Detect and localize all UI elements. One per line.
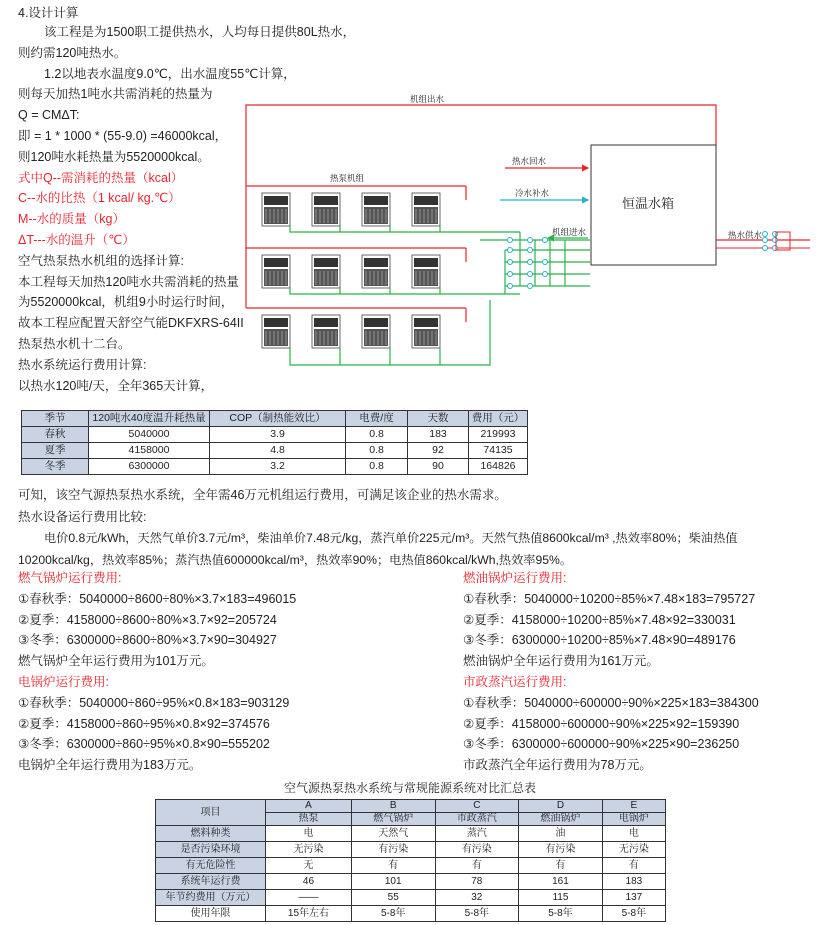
table-row <box>22 459 528 475</box>
system-name-cell: 电锅炉 <box>602 813 665 826</box>
table-row <box>22 427 528 443</box>
table-cell: 5-8年 <box>435 906 519 922</box>
intro-line: 则120吨水耗热量为5520000kcal。 <box>18 149 210 164</box>
calc-line: ②夏季：4158000÷8600÷80%×3.7×92=205724 <box>18 612 277 627</box>
table-cell: 164826 <box>469 459 528 475</box>
header-cell: 天数 <box>408 411 469 427</box>
label-unit-inlet: 机组进水 <box>552 227 587 237</box>
table-cell: 46 <box>266 874 352 890</box>
intro-line: 则每天加热1吨水共需消耗的热量为 <box>18 87 213 102</box>
row-label: 使用年限 <box>156 906 266 922</box>
calc-line: ①春秋季：5040000÷600000÷90%×225×183=384300 <box>463 695 759 710</box>
label-hot-return: 热水回水 <box>512 156 547 166</box>
letter-cell: C <box>435 800 519 813</box>
header-cell: 120吨水40度温升耗热量 <box>89 411 210 427</box>
header-cell: 电费/度 <box>346 411 408 427</box>
season-cell: 春秋 <box>22 427 89 443</box>
calc-line: ①春秋季：5040000÷860÷95%×0.8×183=903129 <box>18 695 290 710</box>
table-cell: 有污染 <box>519 842 603 858</box>
gas-boiler-block <box>18 568 296 672</box>
comparison-table <box>155 799 666 922</box>
label-heat-pump-group: 热泵机组 <box>330 173 365 183</box>
table-cell: 74135 <box>469 443 528 459</box>
selection-line: 为5520000kcal，机组9小时运行时间， <box>18 295 234 310</box>
total-line: 电锅炉全年运行费用为183万元。 <box>18 758 202 773</box>
legend-line: C--水的比热（1 kcal/ kg.℃） <box>18 191 181 206</box>
oil-boiler-block <box>463 568 755 672</box>
operating-cost-table <box>21 410 528 475</box>
conclusion-text: 可知，该空气源热泵热水系统，全年需46万元机组运行费用，可满足该企业的热水需求。 <box>18 488 507 502</box>
steam-title: 市政蒸汽运行费用: <box>463 675 567 689</box>
table-row <box>156 858 666 874</box>
price-line: 电价0.8元/kWh，天然气单价3.7元/m³，柴油单价7.48元/kg，蒸汽单价225元/m³。天然气热值8600kcal/m³ ,热效率80%；柴油热值 <box>44 531 738 545</box>
calc-line: ②夏季：4158000÷860÷95%×0.8×92=374576 <box>18 716 270 731</box>
oil-boiler-title: 燃油锅炉运行费用: <box>463 571 567 585</box>
calc-line: ②夏季：4158000÷10200÷85%×7.48×92=330031 <box>463 612 736 627</box>
table-cell: 183 <box>602 874 665 890</box>
selection-line: 故本工程应配置天舒空气能DKFXRS-64II <box>18 316 244 331</box>
system-diagram <box>230 90 815 400</box>
header-cell: 季节 <box>22 411 89 427</box>
compare-title: 热水设备运行费用比较: <box>18 510 147 524</box>
table-header-row <box>156 800 666 813</box>
header-cell: COP（制热能效比） <box>210 411 346 427</box>
row-label: 有无危险性 <box>156 858 266 874</box>
selection-line: 热泵热水机十二台。 <box>18 336 131 351</box>
system-name-cell: 市政蒸汽 <box>435 813 519 826</box>
table-cell: 92 <box>408 443 469 459</box>
table-cell: 115 <box>519 890 603 906</box>
legend-line: 式中Q--需消耗的热量（kcal） <box>18 170 184 185</box>
table-cell: 137 <box>602 890 665 906</box>
label-cold-makeup: 冷水补水 <box>515 188 550 198</box>
calc-line: ③冬季：6300000÷10200÷85%×7.48×90=489176 <box>463 633 736 648</box>
table-cell: 55 <box>351 890 435 906</box>
table-cell: 78 <box>435 874 519 890</box>
row-label: 年节约费用（万元） <box>156 890 266 906</box>
table-cell: 天然气 <box>351 826 435 842</box>
intro-line: Q = CMΔT: <box>18 108 80 123</box>
gas-boiler-title: 燃气锅炉运行费用: <box>18 571 122 585</box>
section-title: 4.设计计算 <box>18 6 79 20</box>
table-cell: 无污染 <box>602 842 665 858</box>
table-row <box>156 842 666 858</box>
table-row <box>156 874 666 890</box>
label-unit-outlet: 机组出水 <box>410 94 445 104</box>
intro-line: 即 = 1 * 1000 * (55-9.0) =46000kcal， <box>18 128 228 143</box>
legend-line: M--水的质量（kg） <box>18 212 125 227</box>
calc-line: ③冬季：6300000÷600000÷90%×225×90=236250 <box>463 737 740 752</box>
intro-line: 1.2以地表水温度9.0℃，出水温度55℃计算， <box>44 66 296 81</box>
table-cell: 无污染 <box>266 842 352 858</box>
calc-line: ③冬季：6300000÷860÷95%×0.8×90=555202 <box>18 737 270 752</box>
table-cell: 0.8 <box>346 427 408 443</box>
table-cell: 219993 <box>469 427 528 443</box>
table-cell: 有 <box>602 858 665 874</box>
price-line: 10200kcal/kg，热效率85%；蒸汽热值600000kcal/m³，热效率90%；电热值860kcal/kWh,热效率95%。 <box>18 553 573 567</box>
calc-line: ①春秋季：5040000÷8600÷80%×3.7×183=496015 <box>18 591 297 606</box>
legend-line: ΔT---水的温升（℃） <box>18 232 135 247</box>
system-name-cell: 燃油锅炉 <box>519 813 603 826</box>
letter-cell: B <box>351 800 435 813</box>
table-cell: 5-8年 <box>519 906 603 922</box>
item-header: 项目 <box>156 800 266 826</box>
table-cell: 有污染 <box>435 842 519 858</box>
table-cell: 有 <box>351 858 435 874</box>
table-cell: 无 <box>266 858 352 874</box>
season-cell: 冬季 <box>22 459 89 475</box>
table-row <box>22 443 528 459</box>
row-label: 燃料种类 <box>156 826 266 842</box>
total-line: 燃油锅炉全年运行费用为161万元。 <box>463 654 659 669</box>
table-cell: 3.9 <box>210 427 346 443</box>
table-cell: 0.8 <box>346 459 408 475</box>
table-cell: 5-8年 <box>351 906 435 922</box>
header-cell: 费用（元） <box>469 411 528 427</box>
letter-cell: E <box>602 800 665 813</box>
intro-line: 该工程是为1500职工提供热水，人均每日提供80L热水， <box>44 25 356 39</box>
table-cell: 5040000 <box>89 427 210 443</box>
label-hot-supply: 热水供水 <box>728 230 763 240</box>
table-cell: 4.8 <box>210 443 346 459</box>
label-tank: 恒温水箱 <box>622 196 675 211</box>
calc-line: ①春秋季：5040000÷10200÷85%×7.48×183=795727 <box>463 591 756 606</box>
table-cell: 有 <box>519 858 603 874</box>
table-cell: 32 <box>435 890 519 906</box>
comparison-table-title: 空气源热泵热水系统与常规能源系统对比汇总表 <box>284 781 537 795</box>
letter-cell: D <box>519 800 603 813</box>
table-cell: —— <box>266 890 352 906</box>
table-cell: 有污染 <box>351 842 435 858</box>
total-line: 燃气锅炉全年运行费用为101万元。 <box>18 654 214 669</box>
table-cell: 0.8 <box>346 443 408 459</box>
table-cell: 161 <box>519 874 603 890</box>
table-cell: 4158000 <box>89 443 210 459</box>
table-row <box>156 890 666 906</box>
table-cell: 蒸汽 <box>435 826 519 842</box>
table-cell: 6300000 <box>89 459 210 475</box>
system-name-cell: 燃气锅炉 <box>351 813 435 826</box>
selection-line: 以热水120吨/天，全年365天计算， <box>18 378 214 393</box>
total-line: 市政蒸汽全年运行费用为78万元。 <box>463 758 652 773</box>
table-cell: 101 <box>351 874 435 890</box>
intro-line: 则约需120吨热水。 <box>18 45 127 60</box>
electric-boiler-block <box>18 672 289 776</box>
table-cell: 183 <box>408 427 469 443</box>
selection-line: 本工程每天加热120吨水共需消耗的热量 <box>18 274 239 289</box>
calc-line: ③冬季：6300000÷8600÷80%×3.7×90=304927 <box>18 633 277 648</box>
table-cell: 有 <box>435 858 519 874</box>
system-name-cell: 热泵 <box>266 813 352 826</box>
table-cell: 15年左右 <box>266 906 352 922</box>
table-cell: 电 <box>266 826 352 842</box>
selection-line: 空气热泵热水机组的选择计算: <box>18 253 184 268</box>
electric-boiler-title: 电锅炉运行费用: <box>18 675 109 689</box>
steam-block <box>463 672 759 776</box>
season-cell: 夏季 <box>22 443 89 459</box>
row-label: 系统年运行费 <box>156 874 266 890</box>
table-cell: 90 <box>408 459 469 475</box>
table-row <box>156 906 666 922</box>
selection-line: 热水系统运行费用计算: <box>18 357 147 372</box>
table-cell: 5-8年 <box>602 906 665 922</box>
calc-line: ②夏季：4158000÷600000÷90%×225×92=159390 <box>463 716 740 731</box>
letter-cell: A <box>266 800 352 813</box>
table-cell: 油 <box>519 826 603 842</box>
table-cell: 3.2 <box>210 459 346 475</box>
table-cell: 电 <box>602 826 665 842</box>
row-label: 是否污染环境 <box>156 842 266 858</box>
table-row <box>156 826 666 842</box>
table-header-row <box>22 411 528 427</box>
